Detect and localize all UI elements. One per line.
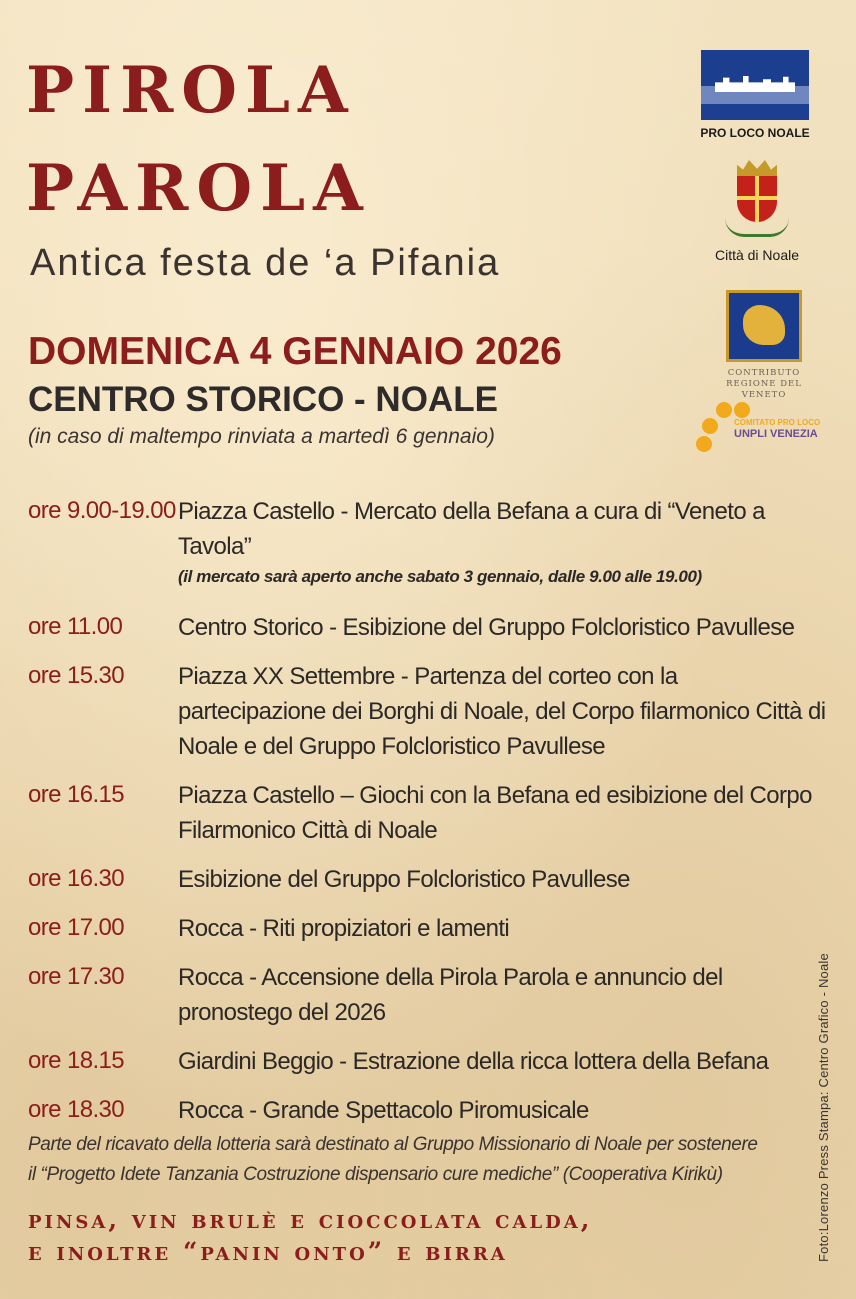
unpli-caption-2: UNPLI VENEZIA bbox=[734, 428, 818, 440]
schedule-text: Rocca - Riti propiziatori e lamenti bbox=[178, 915, 510, 942]
schedule-row bbox=[28, 1044, 828, 1079]
weather-note: (in caso di maltempo rinviata a martedì 6 gennaio) bbox=[28, 425, 495, 448]
title-line-2: parola bbox=[26, 124, 371, 232]
lottery-note-line-2: il “Progetto Idete Tanzania Costruzione dispensario cure mediche” (Cooperativa Kirikù) bbox=[28, 1164, 723, 1185]
schedule-time: ore 16.30 bbox=[28, 865, 125, 892]
food-line-1: pinsa, vin brulè e cioccolata calda, bbox=[28, 1205, 593, 1234]
schedule-note: (il mercato sarà aperto anche sabato 3 gennaio, dalle 9.00 alle 19.00) bbox=[178, 567, 702, 586]
schedule-time: ore 18.15 bbox=[28, 1047, 125, 1074]
schedule-time: ore 15.30 bbox=[28, 662, 125, 689]
pro-loco-logo bbox=[700, 50, 810, 140]
schedule-list bbox=[28, 494, 828, 1142]
unpli-venezia-logo bbox=[694, 400, 821, 456]
citta-di-noale-logo bbox=[705, 160, 809, 263]
regione-caption-1: CONTRIBUTO bbox=[727, 368, 801, 378]
event-place: CENTRO STORICO - NOALE bbox=[28, 380, 498, 419]
title-line-1: pirola bbox=[26, 26, 356, 134]
schedule-text: Esibizione del Gruppo Folcloristico Pavullese bbox=[178, 866, 630, 893]
schedule-row bbox=[28, 1093, 828, 1128]
schedule-time: ore 16.15 bbox=[28, 781, 125, 808]
schedule-time: ore 17.30 bbox=[28, 963, 125, 990]
schedule-row bbox=[28, 960, 828, 1030]
photo-print-credit: Foto:Lorenzo Press Stampa: Centro Grafico - Noale bbox=[816, 953, 831, 1262]
schedule-time: ore 9.00-19.00 bbox=[28, 497, 176, 524]
unpli-caption-1: COMITATO PRO LOCO bbox=[734, 418, 821, 427]
schedule-time: ore 17.00 bbox=[28, 914, 125, 941]
castle-icon bbox=[701, 50, 809, 120]
schedule-row bbox=[28, 610, 828, 645]
lottery-note-line-1: Parte del ricavato della lotteria sarà destinato al Gruppo Missionario di Noale per sostenere bbox=[28, 1134, 758, 1155]
event-date: DOMENICA 4 GENNAIO 2026 bbox=[28, 330, 562, 373]
coat-of-arms-icon bbox=[737, 176, 777, 222]
schedule-time: ore 11.00 bbox=[28, 613, 123, 640]
schedule-text: Giardini Beggio - Estrazione della ricca lottera della Befana bbox=[178, 1048, 769, 1075]
regione-caption-2: REGIONE DEL VENETO bbox=[726, 379, 802, 401]
schedule-row bbox=[28, 659, 828, 764]
schedule-text: Rocca - Accensione della Pirola Parola e annuncio del pronostego del 2026 bbox=[178, 964, 723, 1026]
food-announcement bbox=[28, 1204, 592, 1268]
schedule-row bbox=[28, 911, 828, 946]
lion-of-st-mark-icon bbox=[726, 290, 802, 362]
schedule-text: Centro Storico - Esibizione del Gruppo Folcloristico Pavullese bbox=[178, 614, 795, 641]
schedule-text: Piazza XX Settembre - Partenza del corteo con la partecipazione dei Borghi di Noale, del Corpo filarmonico Città di Noale e del Gruppo Folcloristico Pavullese bbox=[178, 663, 826, 760]
schedule-text: Piazza Castello - Mercato della Befana a cura di “Veneto a Tavola” bbox=[178, 498, 765, 560]
pro-loco-caption: PRO LOCO NOALE bbox=[700, 126, 810, 140]
schedule-text: Piazza Castello – Giochi con la Befana ed esibizione del Corpo Filarmonico Città di Noale bbox=[178, 782, 812, 844]
citta-caption: Città di Noale bbox=[714, 247, 800, 263]
schedule-time: ore 18.30 bbox=[28, 1096, 125, 1123]
food-line-2: e inoltre “panin onto” e birra bbox=[28, 1237, 508, 1266]
schedule-row bbox=[28, 494, 828, 590]
schedule-text: Rocca - Grande Spettacolo Piromusicale bbox=[178, 1097, 589, 1124]
lottery-note bbox=[28, 1130, 808, 1190]
schedule-row bbox=[28, 862, 828, 897]
crown-icon bbox=[737, 160, 777, 176]
schedule-row bbox=[28, 778, 828, 848]
regione-veneto-logo bbox=[708, 290, 820, 401]
subtitle: Antica festa de ‘a Pifania bbox=[30, 242, 501, 284]
